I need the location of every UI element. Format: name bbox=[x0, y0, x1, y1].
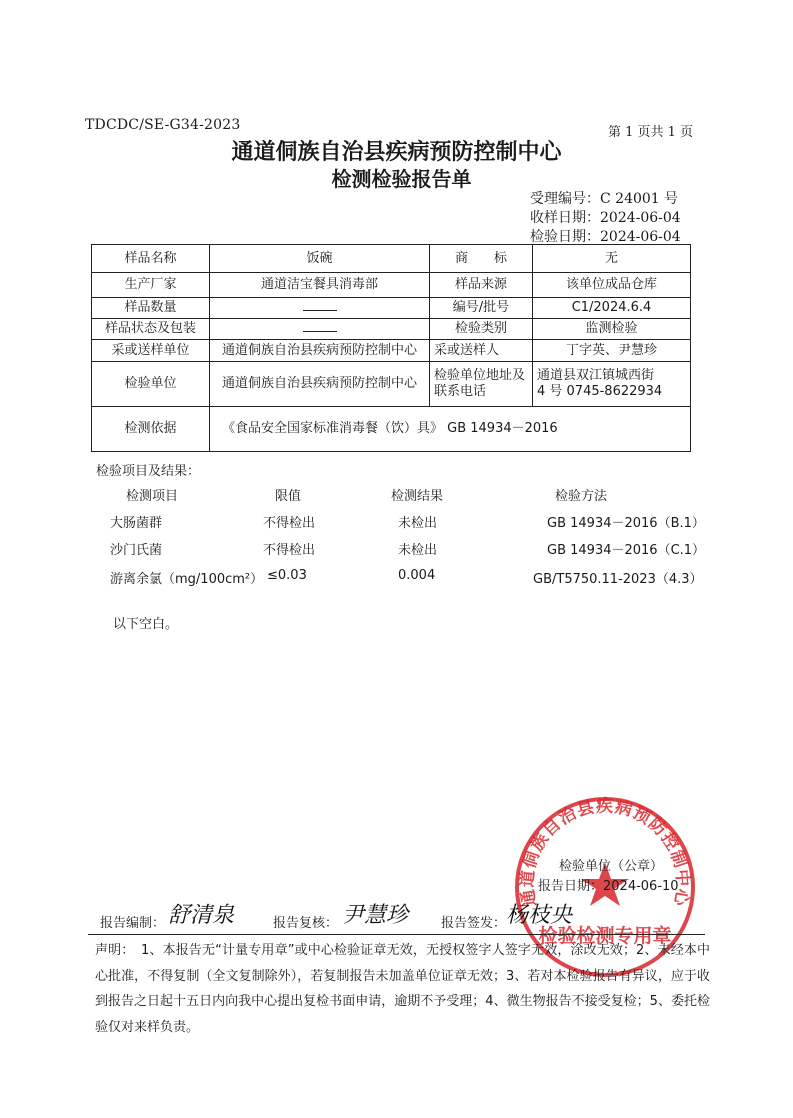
results-heading: 检验项目及结果： bbox=[96, 464, 201, 479]
result-limit: 不得检出 bbox=[263, 543, 316, 558]
col-header-result: 检测结果 bbox=[391, 489, 444, 504]
stamp-unit-label: 检验单位（公章） bbox=[559, 859, 664, 874]
batch-label: 编号/批号 bbox=[430, 298, 533, 319]
address-value bbox=[533, 362, 691, 407]
result-item: 沙门氏菌 bbox=[110, 543, 163, 558]
quantity-label: 样品数量 bbox=[92, 298, 210, 319]
result-limit: 不得检出 bbox=[263, 516, 316, 531]
batch-value: C1/2024.6.4 bbox=[533, 298, 691, 319]
address-line-2: 4 号 0745-8622934 bbox=[537, 384, 663, 399]
report-title-org: 通道侗族自治县疾病预防控制中心 bbox=[231, 140, 562, 165]
test-date-label: 检验日期： bbox=[530, 229, 600, 245]
sender-person-value: 丁字英、尹慧珍 bbox=[533, 340, 691, 362]
issuer-label: 报告签发： bbox=[441, 916, 507, 931]
sender-person-label: 采或送样人 bbox=[430, 340, 533, 362]
sample-info-table bbox=[91, 244, 691, 452]
brand-label: 商 标 bbox=[430, 245, 533, 273]
test-unit-value: 通道侗族自治县疾病预防控制中心 bbox=[210, 362, 430, 407]
seal-ring-text: 通道侗族自治县疾病预防控制中心 bbox=[517, 796, 693, 909]
sample-source-label: 样品来源 bbox=[430, 273, 533, 298]
empty-dash bbox=[303, 322, 337, 332]
sample-name-label: 样品名称 bbox=[92, 245, 210, 273]
result-method: GB 14934－2016（B.1） bbox=[547, 516, 705, 531]
receive-date bbox=[530, 207, 681, 227]
result-item: 大肠菌群 bbox=[110, 516, 163, 531]
brand-value: 无 bbox=[533, 245, 691, 273]
document-code: TDCDC/SE-G34-2023 bbox=[85, 117, 241, 133]
sender-unit-value: 通道侗族自治县疾病预防控制中心 bbox=[210, 340, 430, 362]
state-value bbox=[210, 319, 430, 340]
sample-source-value: 该单位成品仓库 bbox=[533, 273, 691, 298]
reviewer-signature: 尹慧珍 bbox=[342, 903, 409, 928]
manufacturer-value: 通道洁宝餐具消毒部 bbox=[210, 273, 430, 298]
address-line-1: 通道县双江镇城西街 bbox=[537, 368, 655, 383]
accept-number-value: C 24001 号 bbox=[600, 191, 679, 207]
quantity-value bbox=[210, 298, 430, 319]
result-method: GB 14934－2016（C.1） bbox=[547, 543, 706, 558]
accept-number-label: 受理编号： bbox=[530, 191, 600, 207]
result-value: 未检出 bbox=[398, 516, 438, 531]
divider-line bbox=[88, 934, 705, 935]
col-header-item: 检测项目 bbox=[126, 489, 179, 504]
test-date-value: 2024-06-04 bbox=[600, 229, 681, 245]
report-title: 检测检验报告单 bbox=[331, 167, 472, 191]
result-method: GB/T5750.11-2023（4.3） bbox=[533, 572, 703, 587]
accept-number bbox=[530, 188, 678, 208]
result-value: 未检出 bbox=[398, 543, 438, 558]
col-header-limit: 限值 bbox=[275, 489, 302, 504]
category-label: 检验类别 bbox=[430, 319, 533, 340]
reviewer-label: 报告复核： bbox=[273, 916, 339, 931]
result-limit: ≤0.03 bbox=[267, 568, 307, 583]
compiler-label: 报告编制： bbox=[100, 916, 166, 931]
statement-text: 声明： 1、本报告无“计量专用章”或中心检验证章无效，无授权签字人签字无效，涂改无效；2、未经本中心批准，不得复制（全文复制除外），若复制报告未加盖单位证章无效；3、若对本检验报告有异议，应于收到报告之日起十五日内向我中心提出复检书面申请，逾期不予受理；4、微生物报告不接受复检；5、委托检验仅对来样负责。 bbox=[95, 943, 710, 1035]
category-value: 监测检验 bbox=[533, 319, 691, 340]
receive-date-value: 2024-06-04 bbox=[600, 210, 681, 226]
basis-value: 《食品安全国家标准消毒餐（饮）具》 GB 14934－2016 bbox=[210, 407, 691, 452]
address-label: 检验单位地址及联系电话 bbox=[430, 362, 533, 407]
issuer-signature: 杨枝央 bbox=[506, 903, 573, 928]
report-date: 报告日期：2024-06-10 bbox=[538, 879, 679, 894]
sender-unit-label: 采或送样单位 bbox=[92, 340, 210, 362]
result-item: 游离余氯（mg/100cm²） bbox=[110, 572, 264, 587]
receive-date-label: 收样日期： bbox=[530, 210, 600, 226]
sample-name-value: 饭碗 bbox=[210, 245, 430, 273]
basis-label: 检测依据 bbox=[92, 407, 210, 452]
blank-note: 以下空白。 bbox=[113, 617, 179, 632]
test-date bbox=[530, 226, 681, 246]
seal-bottom-text: 检验检测专用章 bbox=[538, 925, 672, 947]
compiler-signature: 舒清泉 bbox=[168, 903, 235, 928]
manufacturer-label: 生产厂家 bbox=[92, 273, 210, 298]
test-unit-label: 检验单位 bbox=[92, 362, 210, 407]
empty-dash bbox=[303, 301, 337, 311]
result-value: 0.004 bbox=[398, 568, 436, 583]
col-header-method: 检验方法 bbox=[555, 489, 608, 504]
state-label: 样品状态及包装 bbox=[92, 319, 210, 340]
page-info: 第 1 页共 1 页 bbox=[608, 125, 694, 140]
